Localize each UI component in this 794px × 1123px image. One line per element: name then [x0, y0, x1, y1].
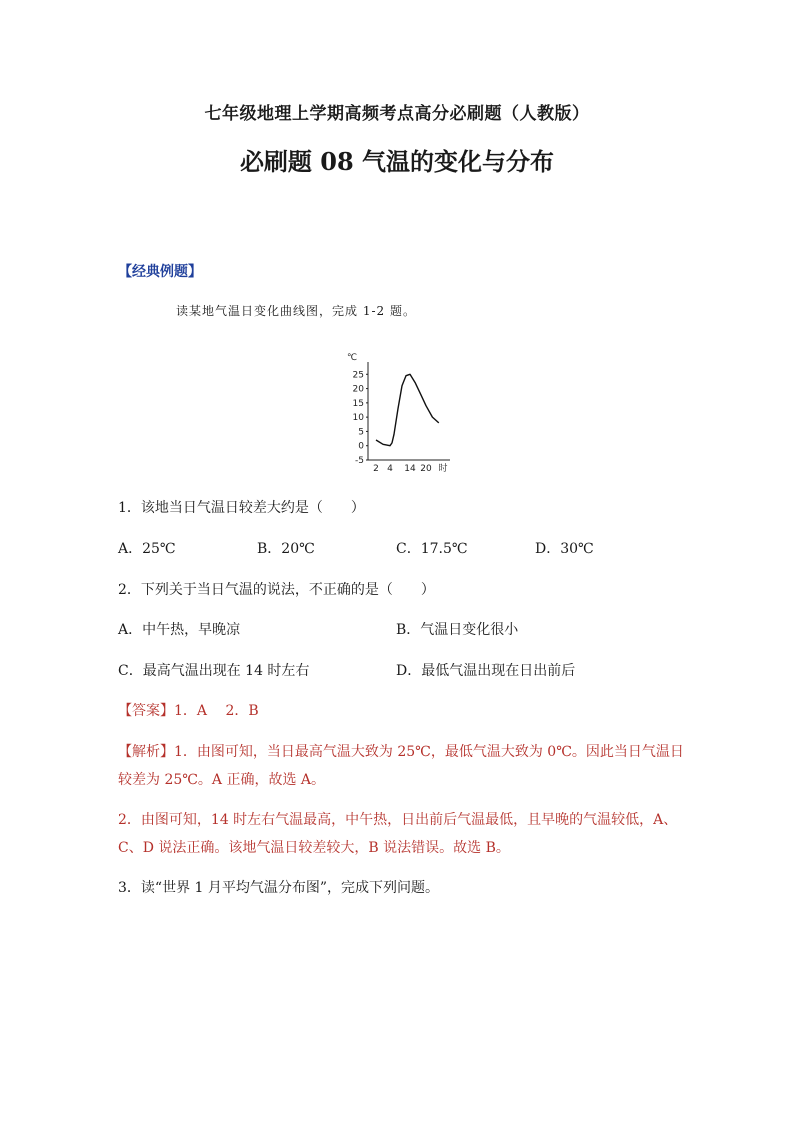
answer-text: 1．A 2．B: [174, 703, 259, 719]
x-tick-label: 14: [404, 464, 416, 473]
explanation-line-2: 较差为 25℃。A 正确，故选 A。: [118, 772, 326, 788]
y-tick-label: 5: [358, 427, 364, 438]
answer-line: [118, 700, 259, 720]
question-1-option-c: C．17.5℃: [396, 541, 468, 557]
explanation-text-1: 1．由图可知，当日最高气温大致为 25℃，最低气温大致为 0℃。因此当日气温日: [174, 744, 684, 760]
y-tick-label: 10: [352, 413, 364, 424]
x-axis-unit: 时: [438, 464, 448, 473]
y-tick-label: 20: [352, 384, 364, 395]
answer-label: 【答案】: [118, 703, 174, 719]
question-1-option-d: D．30℃: [535, 541, 594, 557]
y-tick-label: 0: [358, 441, 364, 452]
question-2-option-d: D．最低气温出现在日出前后: [396, 663, 576, 679]
y-tick-label: 15: [352, 398, 364, 409]
x-tick-label: 4: [387, 464, 393, 473]
question-3-stem: 3．读“世界 1 月平均气温分布图”，完成下列问题。: [118, 880, 440, 896]
question-2-option-b: B．气温日变化很小: [396, 622, 519, 638]
document-title: 必刷题 08 气温的变化与分布: [239, 147, 555, 176]
temperature-chart: [340, 348, 460, 473]
question-1-option-b: B．20℃: [257, 541, 315, 557]
question-1-stem: 1．该地当日气温日较差大约是（ ）: [118, 500, 365, 516]
x-tick-label: 2: [373, 464, 379, 473]
question-2-option-a: A．中午热，早晚凉: [118, 622, 241, 638]
y-tick-label: 25: [352, 370, 364, 381]
y-tick-label: -5: [355, 456, 364, 466]
x-tick-label: 20: [420, 464, 432, 473]
explanation-line-3: 2．由图可知，14 时左右气温最高，中午热，日出前后气温最低，且早晚的气温较低，A、: [118, 812, 678, 828]
question-2-stem: 2．下列关于当日气温的说法，不正确的是（ ）: [118, 582, 435, 598]
question-1-option-a: A．25℃: [118, 541, 176, 557]
explanation-line-4: C、D 说法正确。该地气温日较差较大，B 说法错误。故选 B。: [118, 840, 510, 856]
section-tag: 【经典例题】: [118, 264, 202, 280]
document-subtitle: 七年级地理上学期高频考点高分必刷题（人教版）: [204, 104, 590, 124]
question-intro: 读某地气温日变化曲线图，完成 1-2 题。: [176, 304, 416, 318]
explanation-line-1: [118, 741, 684, 761]
explanation-label: 【解析】: [118, 744, 174, 760]
question-2-option-c: C．最高气温出现在 14 时左右: [118, 663, 310, 679]
temperature-curve: [376, 374, 439, 445]
y-axis-unit: ℃: [347, 353, 358, 363]
